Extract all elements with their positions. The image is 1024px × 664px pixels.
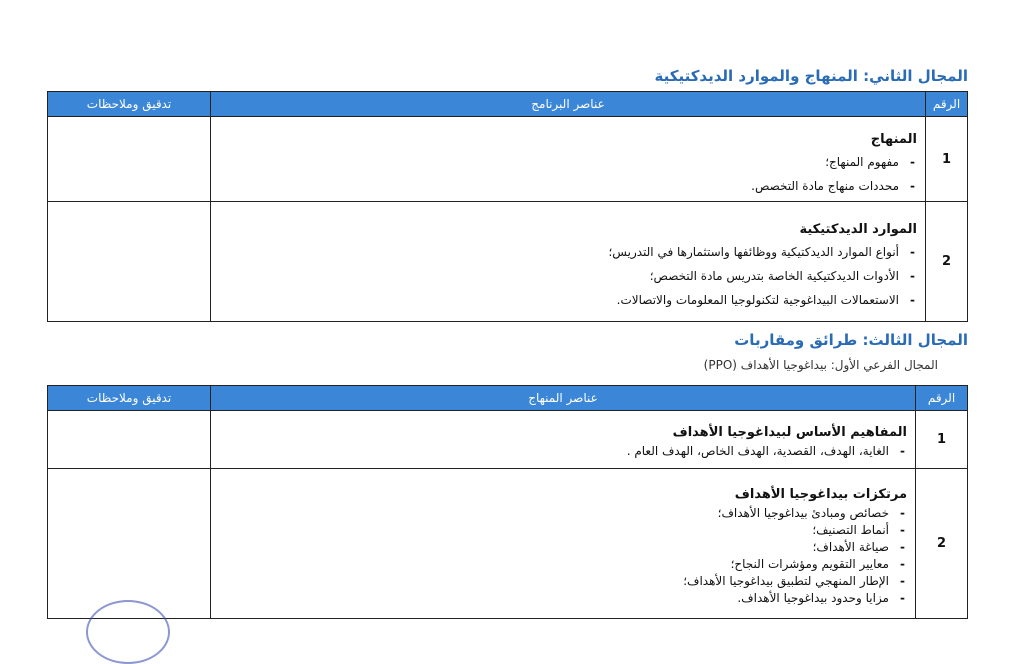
section-title: المجال الثاني: المنهاج والموارد الديدكتيكية (654, 67, 968, 85)
row-notes (48, 411, 211, 469)
row-notes (48, 117, 211, 202)
row-title: المنهاج (870, 131, 917, 147)
row-number: 2 (916, 469, 968, 619)
list-item: - خصائص ومبادئ بيداغوجيا الأهداف؛ (219, 507, 889, 519)
row-title: الموارد الديدكتيكية (799, 222, 917, 237)
list-item: - الغاية، الهدف، القصدية، الهدف الخاص، الهدف العام . (219, 445, 889, 457)
row-notes (48, 469, 211, 619)
row-content (211, 117, 926, 202)
table-row (48, 469, 968, 619)
list-item: - صياغة الأهداف؛ (219, 541, 889, 553)
row-content (211, 202, 926, 322)
section-title: المجال الثالث: طرائق ومقاربات (734, 331, 968, 349)
header-content: عناصر المنهاج (211, 386, 916, 411)
list-item: - معايير التقويم ومؤشرات النجاح؛ (219, 558, 889, 570)
official-stamp (86, 600, 170, 664)
header-content: عناصر البرنامج (211, 92, 926, 117)
row-notes (48, 202, 211, 322)
list-item: - مفهوم المنهاج؛ (219, 156, 899, 168)
list-item: - أنواع الموارد الديدكتيكية ووظائفها واستثمارها في التدريس؛ (219, 246, 899, 258)
list-item: - الاستعمالات البيداغوجية لتكنولوجيا المعلومات والاتصالات. (219, 294, 899, 306)
table-row (48, 411, 968, 469)
row-number: 1 (916, 411, 968, 469)
row-number: 1 (926, 117, 968, 202)
row-number: 2 (926, 202, 968, 322)
header-number: الرقم (916, 386, 968, 411)
list-item: - أنماط التصنيف؛ (219, 524, 889, 536)
header-notes: تدقيق وملاحظات (48, 386, 211, 411)
list-item: - محددات منهاج مادة التخصص. (219, 180, 899, 192)
header-number: الرقم (926, 92, 968, 117)
row-title: المفاهيم الأساس لبيداغوجيا الأهداف (672, 425, 907, 440)
list-item: - الإطار المنهجي لتطبيق بيداغوجيا الأهداف؛ (219, 575, 889, 587)
curriculum-table (47, 91, 968, 322)
row-content (211, 411, 916, 469)
row-content (211, 469, 916, 619)
list-item: - مزايا وحدود بيداغوجيا الأهداف. (219, 592, 889, 604)
list-item: - الأدوات الديدكتيكية الخاصة بتدريس مادة التخصص؛ (219, 270, 899, 282)
table-row (48, 117, 968, 202)
table-row (48, 202, 968, 322)
subsection-title: المجال الفرعي الأول: بيداغوجيا الأهداف (PPO) (703, 358, 938, 372)
row-title: مرتكزات بيداغوجيا الأهداف (734, 486, 907, 502)
curriculum-table (47, 385, 968, 619)
header-notes: تدقيق وملاحظات (48, 92, 211, 117)
